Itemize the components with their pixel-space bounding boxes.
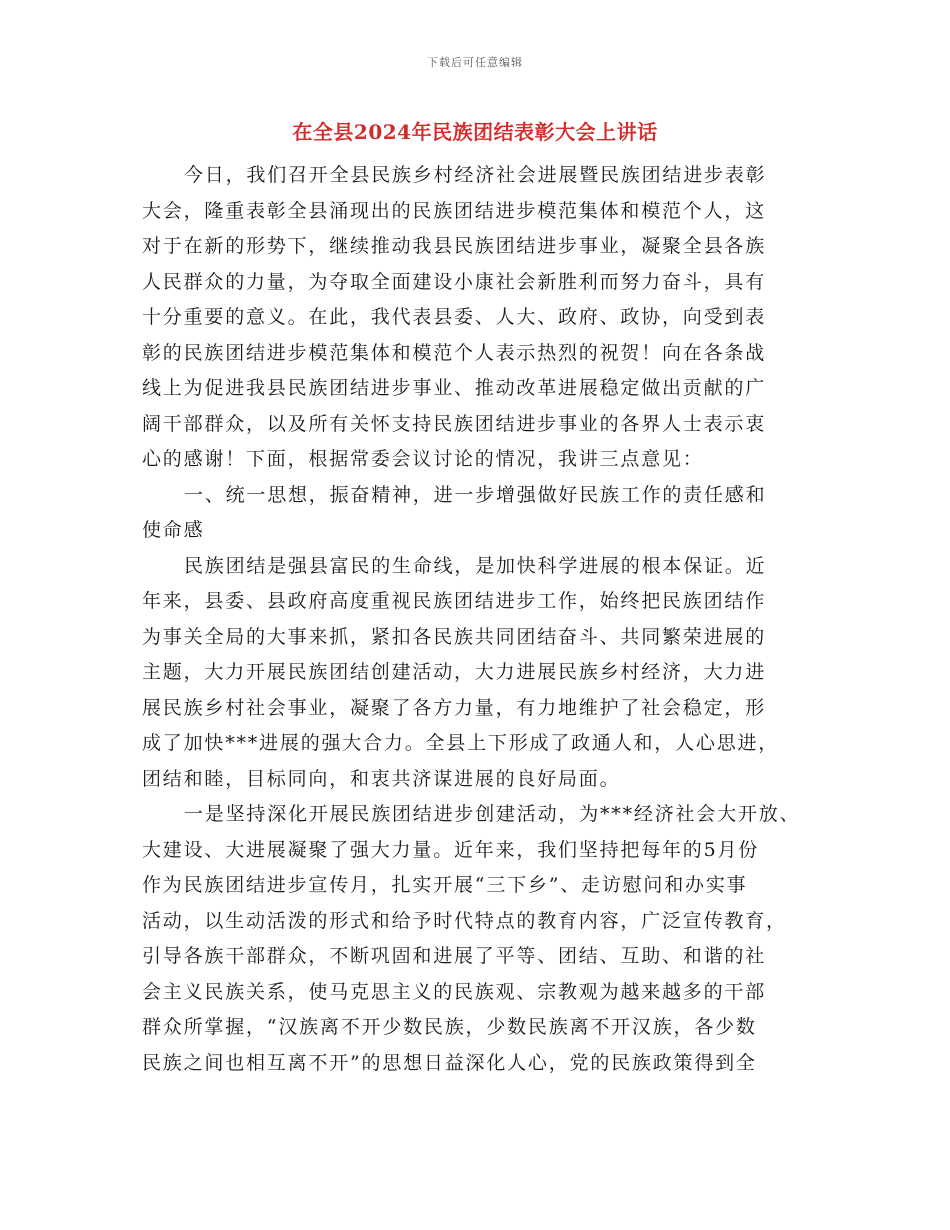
body-line: 群众所掌握，“汉族离不开少数民族，少数民族离不开汉族，各少数: [142, 1016, 757, 1038]
document-body: [142, 158, 822, 1081]
body-line: 团结和睦，目标同向，和衷共济谋进展的良好局面。: [142, 767, 621, 790]
body-line: 大建设、大进展凝聚了强大力量。近年来，我们坚持把每年的5月份: [142, 838, 760, 861]
body-line: 心的感谢！下面，根据常委会议讨论的情况，我讲三点意见：: [142, 448, 704, 470]
body-line: 引导各族干部群众，不断巩固和进展了平等、团结、互助、和谐的社: [142, 945, 767, 967]
header-note: 下载后可任意编辑: [427, 56, 523, 69]
body-line: 人民群众的力量，为夺取全面建设小康社会新胜利而努力奋斗，具有: [142, 270, 767, 293]
body-line: 成了加快***进展的强大合力。全县上下形成了政通人和，人心思进，: [142, 732, 780, 754]
body-line: 线上为促进我县民族团结进步事业、推动改革进展稳定做出贡献的广: [142, 377, 767, 399]
body-line: 活动，以生动活泼的形式和给予时代特点的教育内容，广泛宣传教育，: [142, 909, 787, 932]
body-line: 对于在新的形势下，继续推动我县民族团结进步事业，凝聚全县各族: [142, 235, 767, 257]
body-line: 阔干部群众，以及所有关怀支持民族团结进步事业的各界人士表示衷: [142, 412, 767, 435]
body-line: 作为民族团结进步宣传月，扎实开展“三下乡”、走访慰问和办实事: [142, 874, 748, 896]
body-line: 十分重要的意义。在此，我代表县委、人大、政府、政协，向受到表: [142, 306, 767, 328]
document-title: 在全县2024年民族团结表彰大会上讲话: [292, 120, 658, 144]
body-line: 一是坚持深化开展民族团结进步创建活动，为***经济社会大开放、: [184, 803, 801, 825]
body-line: 为事关全局的大事来抓，紧扣各民族共同团结奋斗、共同繁荣进展的: [142, 625, 767, 648]
body-line: 大会，隆重表彰全县涌现出的民族团结进步模范集体和模范个人，这: [142, 199, 767, 222]
body-line: 使命感: [142, 519, 205, 541]
body-line: 展民族乡村社会事业，凝聚了各方力量，有力地维护了社会稳定，形: [142, 696, 767, 719]
body-line: 年来，县委、县政府高度重视民族团结进步工作，始终把民族团结作: [142, 590, 767, 612]
body-line: 主题，大力开展民族团结创建活动，大力进展民族乡村经济，大力进: [142, 661, 767, 683]
body-line: 民族之间也相互离不开”的思想日益深化人心，党的民族政策得到全: [142, 1051, 757, 1074]
body-line: 会主义民族关系，使马克思主义的民族观、宗教观为越来越多的干部: [142, 980, 767, 1003]
body-line: 彰的民族团结进步模范集体和模范个人表示热烈的祝贺！向在各条战: [142, 341, 767, 364]
body-line: 一、统一思想，振奋精神，进一步增强做好民族工作的责任感和: [184, 483, 767, 506]
body-line: 今日，我们召开全县民族乡村经济社会进展暨民族团结进步表彰: [184, 164, 767, 186]
body-line: 民族团结是强县富民的生命线，是加快科学进展的根本保证。近: [184, 554, 767, 577]
